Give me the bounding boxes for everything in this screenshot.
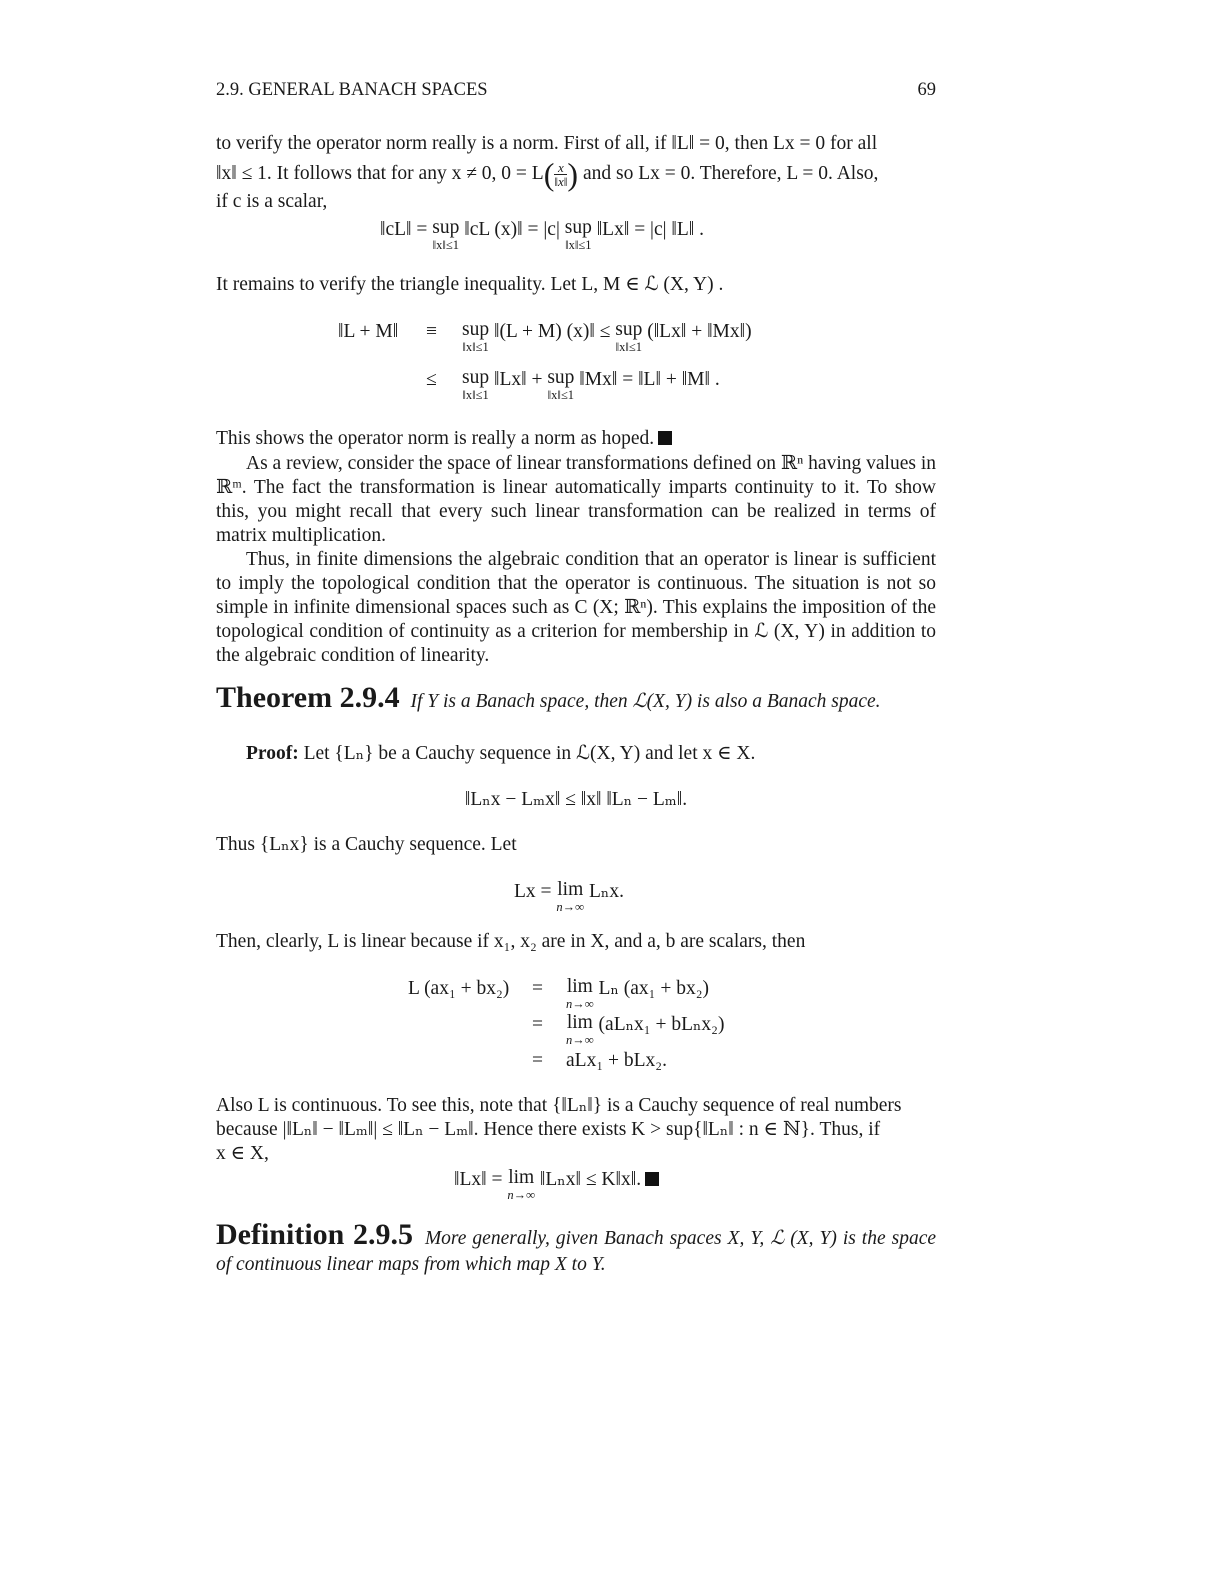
paragraph-continuous	[216, 1094, 936, 1166]
proof-intro	[216, 742, 936, 766]
limit-operator	[556, 880, 584, 914]
paren-close: )	[567, 155, 579, 192]
paragraph-norm-check	[216, 132, 936, 214]
sup-operator	[565, 218, 592, 252]
sup-label: sup	[615, 319, 643, 340]
equation-equals: =	[532, 1050, 543, 1071]
definition-label: Definition 2.9.5	[216, 1218, 413, 1251]
eq-text: ‖(L + M) (x)‖ ≤	[493, 321, 611, 342]
sup-label: sup	[547, 367, 575, 388]
equation-triangle-row2	[462, 368, 720, 402]
limit-operator	[566, 1013, 594, 1047]
theorem-block	[216, 681, 936, 714]
equation-linear-lhs: L (ax₁ + bx₂)	[408, 978, 510, 999]
sup-operator	[462, 320, 489, 354]
fraction-numerator: x	[554, 161, 567, 175]
sup-subscript: ‖x‖≤1	[462, 388, 489, 402]
sup-label: sup	[462, 367, 490, 388]
eq-text: ‖Lx‖ =	[454, 1169, 503, 1190]
text-span: Let {Lₙ} be a Cauchy sequence in ℒ(X, Y) and let x ∈ X.	[303, 743, 756, 764]
sup-operator	[432, 218, 459, 252]
page-number: 69	[917, 80, 936, 100]
paren-open: (	[543, 155, 555, 192]
sup-label: sup	[462, 319, 490, 340]
sup-operator	[547, 368, 574, 402]
equation-linear-row2	[566, 1013, 724, 1047]
equation-triangle-lhs: ‖L + M‖	[338, 321, 399, 342]
equation-equals: =	[532, 978, 543, 999]
equation-equals: =	[532, 1014, 543, 1035]
eq-text: Lx =	[514, 881, 552, 902]
sup-subscript: ‖x‖≤1	[432, 238, 459, 252]
definition-block	[216, 1218, 937, 1278]
running-header	[216, 78, 936, 102]
limit-operator	[507, 1168, 535, 1202]
sup-label: sup	[564, 217, 592, 238]
sup-subscript: ‖x‖≤1	[615, 340, 642, 354]
sup-subscript: ‖x‖≤1	[462, 340, 489, 354]
proof-label: Proof:	[246, 743, 299, 764]
text-line	[216, 155, 936, 192]
eq-text: ‖Lx‖ = |c| ‖L‖ .	[596, 219, 705, 240]
eq-text: Lₙx.	[588, 881, 624, 902]
sup-subscript: ‖x‖≤1	[547, 388, 575, 402]
qed-square-icon	[658, 431, 672, 445]
sup-operator	[462, 368, 489, 402]
eq-text: (‖Lx‖ + ‖Mx‖)	[647, 321, 752, 342]
text-span: ‖x‖ ≤ 1. It follows that for any x ≠ 0, 0 = L	[216, 162, 544, 184]
equation-scalar-norm	[380, 218, 704, 252]
equation-triangle-rel: ≤	[426, 369, 437, 390]
eq-text: ‖cL‖ =	[380, 219, 428, 240]
text-line: x ∈ X,	[216, 1143, 269, 1164]
eq-text: ‖Lₙx‖ ≤ K‖x‖.	[539, 1169, 642, 1190]
equation-linear-row3: aLx₁ + bLx₂.	[566, 1050, 667, 1071]
eq-text: Lₙ (ax₁ + bx₂)	[598, 978, 710, 999]
eq-text: ‖Mx‖ = ‖L‖ + ‖M‖ .	[579, 369, 720, 390]
fraction	[554, 161, 567, 188]
equation-triangle-rel: ≡	[426, 321, 437, 342]
qed-square-icon	[645, 1172, 659, 1186]
eq-text: (aLₙx₁ + bLₙx₂)	[598, 1014, 725, 1035]
lim-label: lim	[566, 1012, 593, 1033]
paragraph-linear: Then, clearly, L is linear because if x₁, x₂ are in X, and a, b are scalars, then	[216, 931, 806, 952]
sup-operator	[615, 320, 642, 354]
equation-triangle-row1	[462, 320, 752, 354]
lim-label: lim	[566, 976, 593, 997]
lim-subscript: n→∞	[556, 900, 585, 914]
lim-label: lim	[557, 879, 584, 900]
eq-text: ‖Lx‖ +	[493, 369, 543, 390]
section-title: 2.9. GENERAL BANACH SPACES	[216, 80, 488, 100]
lim-label: lim	[508, 1167, 535, 1188]
paragraph-finite-dim: Thus, in finite dimensions the algebraic condition that an operator is linear is sufficient to imply the topological condition that the operator is continuous. The situation is not so simple in infinite dimensional spaces such as C (X; ℝⁿ). This explains the imposition of the topological condition of continuity as a criterion for membership in ℒ (X, Y) in addition to the algebraic condition of linearity.	[216, 549, 936, 666]
theorem-statement: If Y is a Banach space, then ℒ(X, Y) is also a Banach space.	[410, 691, 881, 712]
paragraph-review: As a review, consider the space of linear transformations defined on ℝⁿ having values in ℝᵐ. The fact the transformation is linear automatically imparts continuity to it. To show this, you might recall that every such linear transformation can be realized in terms of matrix multiplication.	[216, 453, 936, 546]
text-line: Also L is continuous. To see this, note that {‖Lₙ‖} is a Cauchy sequence of real numbers	[216, 1095, 902, 1116]
fraction-denominator: ‖x‖	[554, 174, 568, 189]
eq-text: ‖cL (x)‖ = |c|	[464, 219, 560, 240]
text-span: and so Lx = 0. Therefore, L = 0. Also,	[582, 162, 879, 184]
lim-subscript: n→∞	[566, 997, 594, 1011]
text-line: if c is a scalar,	[216, 191, 328, 212]
text-line: because |‖Lₙ‖ − ‖Lₘ‖| ≤ ‖Lₙ − Lₘ‖. Hence there exists K > sup{‖Lₙ‖ : n ∈ ℕ}. Thus, if	[216, 1119, 881, 1140]
text-span: This shows the operator norm is really a norm as hoped.	[216, 428, 655, 449]
paragraph-triangle: It remains to verify the triangle inequality. Let L, M ∈ ℒ (X, Y) .	[216, 274, 724, 295]
lim-subscript: n→∞	[507, 1188, 536, 1202]
sup-label: sup	[432, 217, 460, 238]
definition-statement: More generally, given Banach spaces X, Y, ℒ (X, Y) is the space of continuous linear maps from which map X to Y.	[216, 1228, 937, 1275]
theorem-label: Theorem 2.9.4	[216, 681, 400, 714]
limit-operator	[566, 977, 594, 1011]
text-line: to verify the operator norm really is a norm. First of all, if ‖L‖ = 0, then Lx = 0 for all	[216, 133, 878, 154]
paragraph-conclusion	[216, 427, 936, 451]
equation-limit	[514, 880, 624, 914]
equation-linear-row1	[566, 977, 709, 1011]
lim-subscript: n→∞	[566, 1033, 594, 1047]
equation-bound	[454, 1168, 659, 1202]
paragraph-cauchy: Thus {Lₙx} is a Cauchy sequence. Let	[216, 834, 517, 855]
equation-cauchy: ‖Lₙx − Lₘx‖ ≤ ‖x‖ ‖Lₙ − Lₘ‖.	[464, 789, 688, 810]
sup-subscript: ‖x‖≤1	[565, 238, 592, 252]
